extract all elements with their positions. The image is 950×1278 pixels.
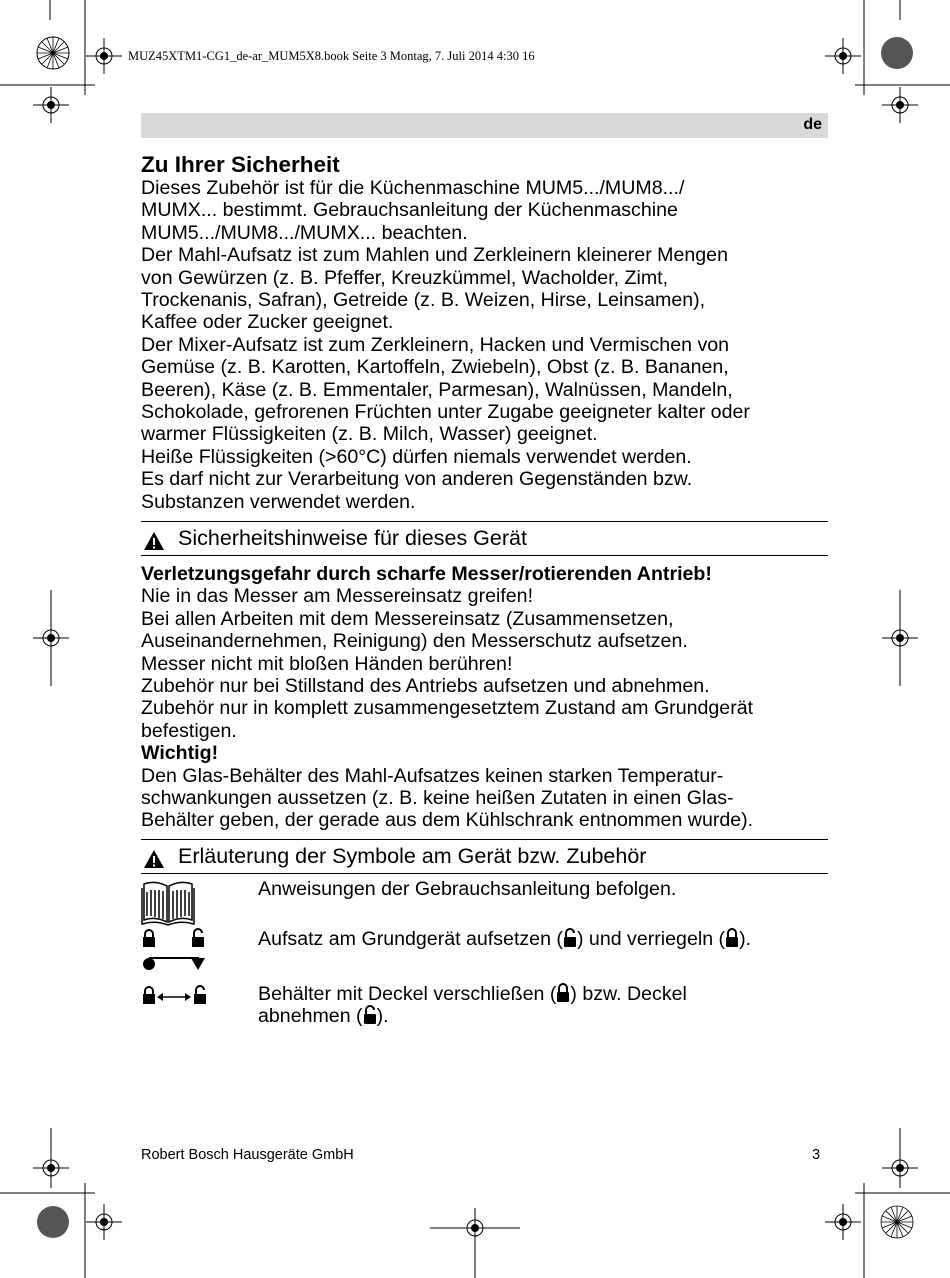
unlocked-icon [363, 1005, 377, 1025]
important-heading: Wichtig! [141, 742, 219, 765]
warning-heading: Verletzungsgefahr durch scharfe Messer/rotierenden Antrieb! [141, 563, 712, 585]
safety-body [141, 563, 831, 832]
safety-header [141, 521, 828, 556]
intro-title: Zu Ihrer Sicherheit [141, 152, 340, 177]
lock-arrow-icon [141, 983, 207, 1007]
symbol-text-book: Anweisungen der Gebrauchsanleitung befolgen. [258, 878, 677, 900]
text-line: Auseinandernehmen, Reinigung) den Messerschutz aufsetzen. [141, 630, 688, 653]
text-line: Den Glas-Behälter des Mahl-Aufsatzes keinen starken Temperatur- [141, 764, 724, 787]
safety-title: Sicherheitshinweise für dieses Gerät [178, 526, 527, 550]
warning-triangle-icon [143, 849, 165, 869]
text-line: Kaffee oder Zucker geeignet. [141, 311, 394, 334]
symbol-row-book [141, 878, 831, 928]
locked-icon [725, 928, 739, 948]
text-line: warmer Flüssigkeiten (z. B. Milch, Wasser) geeignet. [141, 423, 598, 446]
symbol-text-part: Behälter mit Deckel verschließen ( [258, 983, 557, 1005]
text-line: Messer nicht mit bloßen Händen berühren! [141, 652, 513, 675]
text-line: von Gewürzen (z. B. Pfeffer, Kreuzkümmel, Wacholder, Zimt, [141, 266, 669, 289]
text-line: MUMX... bestimmt. Gebrauchsanleitung der Küchenmaschine [141, 199, 678, 222]
warning-triangle-icon [143, 531, 165, 551]
symbols-header [141, 839, 828, 874]
lock-rotation-icon [141, 928, 207, 972]
symbol-text-lock-rotation [258, 928, 838, 950]
text-line: Zubehör nur in komplett zusammengesetztem Zustand am Grundgerät [141, 697, 754, 720]
text-line: Es darf nicht zur Verarbeitung von anderen Gegenständen bzw. [141, 468, 693, 491]
symbol-text-part: ). [739, 928, 752, 950]
text-line: befestigen. [141, 719, 237, 742]
symbol-text-part: abnehmen ( [258, 1005, 363, 1028]
text-line: Trockenanis, Safran), Getreide (z. B. Weizen, Hirse, Leinsamen), [141, 289, 706, 312]
symbol-text-part: ) bzw. Deckel [570, 983, 687, 1005]
page-number: 3 [812, 1147, 821, 1163]
text-line: MUM5.../MUM8.../MUMX... beachten. [141, 221, 468, 244]
unlocked-icon [563, 928, 577, 948]
footer-company: Robert Bosch Hausgeräte GmbH [141, 1147, 354, 1163]
text-line: Schokolade, gefrorenen Früchten unter Zugabe geeigneter kalter oder [141, 401, 750, 424]
text-line: Behälter geben, der gerade aus dem Kühlschrank entnommen wurde). [141, 809, 754, 832]
text-line: schwankungen aussetzen (z. B. keine heißen Zutaten in einen Glas- [141, 787, 734, 810]
language-label: de [803, 116, 822, 133]
symbol-text-part: ) und verriegeln ( [576, 928, 726, 950]
symbol-text-part: Aufsatz am Grundgerät aufsetzen ( [258, 928, 563, 950]
text-line: Beeren), Käse (z. B. Emmentaler, Parmesan), Walnüssen, Mandeln, [141, 378, 733, 401]
symbol-text-lock-arrow [258, 983, 838, 1028]
book-icon [141, 878, 195, 926]
text-line: Dieses Zubehör ist für die Küchenmaschine MUM5.../MUM8.../ [141, 177, 685, 199]
text-line: Substanzen verwendet werden. [141, 490, 416, 513]
intro-section [141, 152, 831, 513]
symbol-text-part: ). [376, 1005, 389, 1028]
language-bar [141, 113, 828, 138]
print-header: MUZ45XTM1-CG1_de-ar_MUM5X8.book Seite 3 Montag, 7. Juli 2014 4:30 16 [128, 49, 535, 63]
text-line: Der Mixer-Aufsatz ist zum Zerkleinern, Hacken und Vermischen von [141, 333, 730, 356]
text-line: Der Mahl-Aufsatz ist zum Mahlen und Zerkleinern kleinerer Mengen [141, 244, 728, 267]
text-line: Gemüse (z. B. Karotten, Kartoffeln, Zwiebeln), Obst (z. B. Bananen, [141, 356, 729, 379]
symbols-title: Erläuterung der Symbole am Gerät bzw. Zubehör [178, 844, 647, 868]
safety-lines [141, 585, 831, 742]
text-line: Heiße Flüssigkeiten (>60°C) dürfen niemals verwendet werden. [141, 445, 692, 468]
important-lines [141, 765, 831, 832]
intro-body [141, 177, 831, 513]
text-line: Nie in das Messer am Messereinsatz greifen! [141, 585, 534, 608]
text-line: Bei allen Arbeiten mit dem Messereinsatz (Zusammensetzen, [141, 607, 674, 630]
symbol-row-lock-arrow [141, 983, 831, 1033]
symbol-row-lock-rotation [141, 928, 831, 978]
text-line: Zubehör nur bei Stillstand des Antriebs aufsetzen und abnehmen. [141, 675, 710, 698]
locked-icon [556, 983, 570, 1003]
